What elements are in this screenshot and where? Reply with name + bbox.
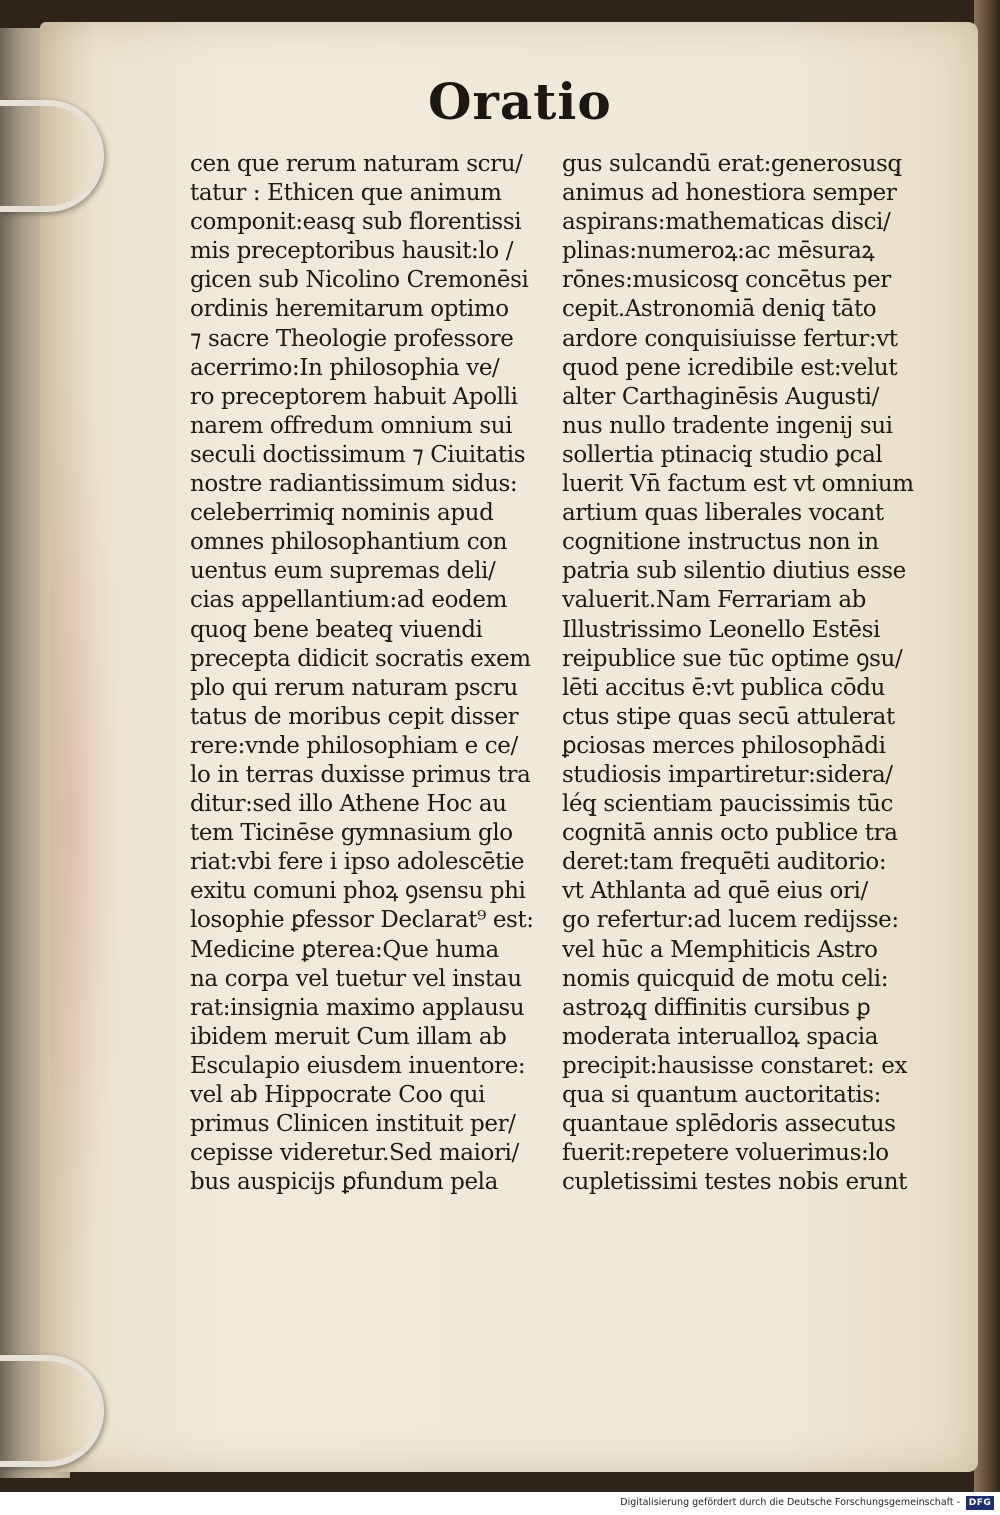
text-line: artium quas liberales vocant (562, 500, 884, 527)
text-line: mis preceptoribus hausit:lo / (190, 238, 514, 265)
text-line: ro preceptorem habuit Apolli (190, 383, 518, 410)
margin-stain (50, 322, 120, 1322)
text-line: patria sub silentio diutius esse (562, 558, 906, 585)
text-line: tatur : Ethicen que animum (190, 180, 502, 207)
text-line: acerrimo:In philosophia ve/ (190, 354, 500, 381)
text-line: na corpa vel tuetur vel instau (190, 965, 522, 992)
page-heading: Oratio (428, 72, 612, 131)
text-line: cognitā annis octo publice tra (562, 820, 898, 847)
text-line: gus sulcandū erat:generosusq̧ (562, 151, 902, 177)
text-line: valuerit.Nam Ferrariam ab (562, 587, 866, 614)
text-line: exitu comuni phoꝝ ꝯsensu phi (190, 878, 526, 905)
text-line: vel ab Hippocrate Coo qui (190, 1082, 485, 1108)
text-line: tatus de moribus cepit disser (190, 703, 519, 730)
text-line: ⁊ sacre Theologie professore (190, 325, 514, 352)
text-line: rōnes:musicosq̧ concētus per (562, 267, 891, 294)
text-line: alter Carthaginēsis Augusti/ (562, 383, 879, 410)
right-text-column (562, 150, 934, 1197)
text-line: Esculapio eiusdem inuentore: (190, 1052, 526, 1079)
text-line: cen que rerum naturam scru/ (190, 151, 523, 177)
text-line: léq̧ scientiam paucissimis tūc (562, 791, 893, 818)
text-line: riat:vbi fere i ipso adolescētie (190, 849, 525, 876)
text-line: rere:vnde philosophiam e ce/ (190, 732, 518, 759)
text-line: cias appellantium:ad eodem (190, 587, 507, 614)
text-line: cepit.Astronomiā deniq̧ tāto (562, 296, 877, 323)
text-line: uentus eum supremas deli/ (190, 558, 496, 585)
text-line: qua si quantum auctoritatis: (562, 1082, 882, 1108)
text-line: plinas:numeroꝝ:ac mēsuraꝝ (562, 238, 875, 265)
text-line: celeberrimiq̧ nominis apud (190, 500, 494, 527)
text-line: aspirans:mathematicas disci/ (562, 209, 891, 236)
text-line: deret:tam frequēti auditorio: (562, 849, 887, 876)
text-line: Medicine ꝑterea:Que huma (190, 936, 499, 963)
text-line: precipit:hausisse constaret: ex (562, 1052, 908, 1079)
text-line: bus auspicijs ꝑfundum pela (190, 1169, 498, 1196)
text-line: sollertia ptinaciq̧ studio ꝑcal (562, 441, 883, 468)
text-line: plo qui rerum naturam pscru (190, 674, 518, 701)
footer-bar (0, 1492, 1000, 1515)
text-line: primus Clinicen instituit per/ (190, 1111, 516, 1138)
text-line: componit:easq̧ sub florentissi (190, 209, 522, 236)
text-line: nus nullo tradente ingenij sui (562, 412, 893, 439)
text-line: quod pene icredibile est:velut (562, 354, 898, 381)
text-line: quoq̧ bene beateq̧ viuendi (190, 616, 483, 643)
text-line: lo in terras duxisse primus tra (190, 761, 531, 788)
text-line: vel hūc a Memphiticis Astro (562, 936, 878, 963)
text-line: studiosis impartiretur:sidera/ (562, 761, 893, 788)
left-text-column (190, 150, 550, 1197)
text-line: nomis quicquid de motu celi: (562, 965, 889, 992)
text-line: seculi doctissimum ⁊ Ciuitatis (190, 441, 526, 468)
text-line: narem offredum omnium sui (190, 412, 513, 439)
text-line: Illustrissimo Leonello Estēsi (562, 616, 880, 643)
text-line: ordinis heremitarum optimo (190, 296, 509, 323)
text-line: rat:insignia maximo applausu (190, 994, 525, 1021)
text-line: precepta didicit socratis exem (190, 645, 531, 672)
dfg-logo-icon: DFG (966, 1496, 994, 1510)
text-line: fuerit:repetere voluerimus:lo (562, 1140, 889, 1167)
text-line: cupletissimi testes nobis erunt (562, 1169, 907, 1196)
text-line: gicen sub Nicolino Cremonēsi (190, 267, 529, 294)
text-line: nostre radiantissimum sidus: (190, 471, 518, 498)
text-line: quantaue splēdoris assecutus (562, 1111, 896, 1138)
text-line: lēti accitus ē:vt publica cōdu (562, 674, 885, 701)
text-line: cognitione instructus non in (562, 529, 879, 556)
text-line: omnes philosophantium con (190, 529, 508, 556)
text-line: ꝑciosas merces philosophādi (562, 732, 886, 759)
text-line: ardore conquisiuisse fertur:vt (562, 325, 898, 352)
text-line: ibidem meruit Cum illam ab (190, 1023, 507, 1050)
funding-credit: Digitalisierung gefördert durch die Deutsche Forschungsgemeinschaft - (620, 1497, 960, 1508)
text-line: vt Athlanta ad quē eius ori/ (562, 878, 868, 905)
text-line: ctus stipe quas secū attulerat (562, 703, 895, 730)
text-line: astroꝝq̧ diffinitis cursibus ꝑ (562, 994, 871, 1021)
text-line: tem Ticinēse gymnasium glo (190, 820, 513, 847)
text-line: reipublice sue tūc optime ꝯsu/ (562, 645, 903, 672)
text-line: animus ad honestiora semper (562, 180, 897, 207)
text-line: ditur:sed illo Athene Hoc au (190, 791, 507, 818)
text-line: losophie ꝑfessor Declarat⁹ est: (190, 907, 534, 934)
text-line: luerit Vn̄ factum est vt omnium (562, 471, 914, 498)
text-line: cepisse videretur.Sed maiori/ (190, 1140, 519, 1167)
text-line: moderata interualloꝝ spacia (562, 1023, 879, 1050)
text-line: go refertur:ad lucem redijsse: (562, 907, 899, 934)
